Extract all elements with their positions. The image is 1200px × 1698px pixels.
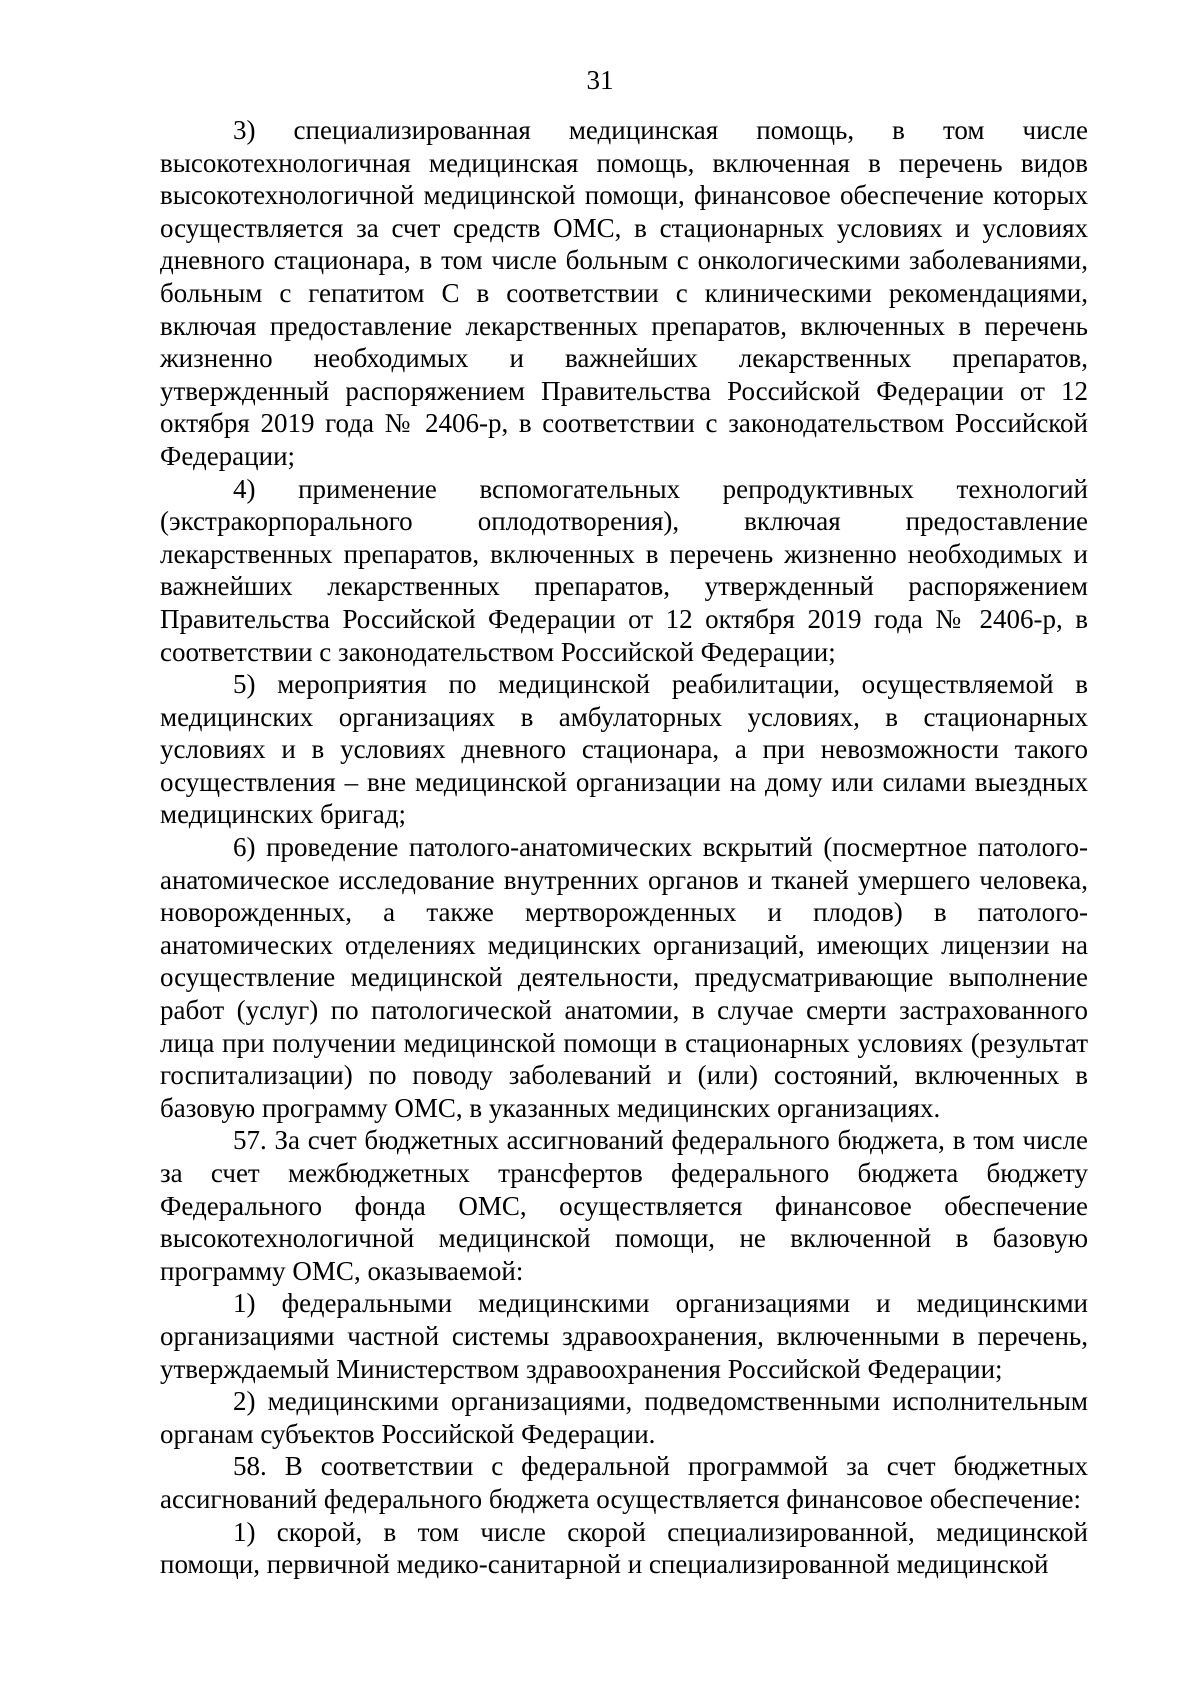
paragraph-item-4-reproductive-technologies: 4) применение вспомогательных репродуктивных технологий (экстракорпорального оплодотворения), включая предоставление лекарственных препаратов, включенных в перечень жизненно необходимых и важнейших лекарственных препаратов, утвержденный распоряжением Правительства Российской Федерации от 12 октября 2019 года № 2406-р, в соответствии с законодательством Российской Федерации; [160,473,1088,667]
paragraph-section-57-item-1: 1) федеральными медицинскими организациями и медицинскими организациями частной системы здравоохранения, включенными в перечень, утверждаемый Министерством здравоохранения Российской Федерации; [160,1288,1088,1384]
page-number: 31 [586,65,614,95]
paragraph-section-58: 58. В соответствии с федеральной программой за счет бюджетных ассигнований федерального бюджета осуществляется финансовое обеспечение: [160,1451,1088,1514]
paragraph-item-3-specialized-care: 3) специализированная медицинская помощь, в том числе высокотехнологичная медицинская помощь, включенная в перечень видов высокотехнологичной медицинской помощи, финансовое обеспечение которых осуществляется за счет средств ОМС, в стационарных условиях и условиях дневного стационара, в том числе больным с онкологическими заболеваниями, больным с гепатитом С в соответствии с клиническими рекомендациями, включая предоставление лекарственных препаратов, включенных в перечень жизненно необходимых и важнейших лекарственных препаратов, утвержденный распоряжением Правительства Российской Федерации от 12 октября 2019 года № 2406-р, в соответствии с законодательством Российской Федерации; [160,115,1088,471]
paragraph-section-58-item-1: 1) скорой, в том числе скорой специализированной, медицинской помощи, первичной медико-санитарной и специализированной медицинской [160,1516,1088,1580]
paragraph-item-5-rehabilitation: 5) мероприятия по медицинской реабилитации, осуществляемой в медицинских организациях в амбулаторных условиях, в стационарных условиях и в условиях дневного стационара, а при невозможности такого осуществления – вне медицинской организации на дому или силами выездных медицинских бригад; [160,669,1088,830]
paragraph-section-57-item-2: 2) медицинскими организациями, подведомственными исполнительным органам субъектов Российской Федерации. [160,1386,1088,1449]
paragraph-section-57: 57. За счет бюджетных ассигнований федерального бюджета, в том числе за счет межбюджетных трансфертов федерального бюджета бюджету Федерального фонда ОМС, осуществляется финансовое обеспечение высокотехнологичной медицинской помощи, не включенной в базовую программу ОМС, оказываемой: [160,1125,1088,1286]
paragraph-item-6-autopsies: 6) проведение патолого-анатомических вскрытий (посмертное патолого-анатомическое исследование внутренних органов и тканей умершего человека, новорожденных, а также мертворожденных и плодов) в патолого-анатомических отделениях медицинских организаций, имеющих лицензии на осуществление медицинской деятельности, предусматривающие выполнение работ (услуг) по патологической анатомии, в случае смерти застрахованного лица при получении медицинской помощи в стационарных условиях (результат госпитализации) по поводу заболеваний и (или) состояний, включенных в базовую программу ОМС, в указанных медицинских организациях. [160,832,1088,1123]
document-body [160,114,1088,1581]
